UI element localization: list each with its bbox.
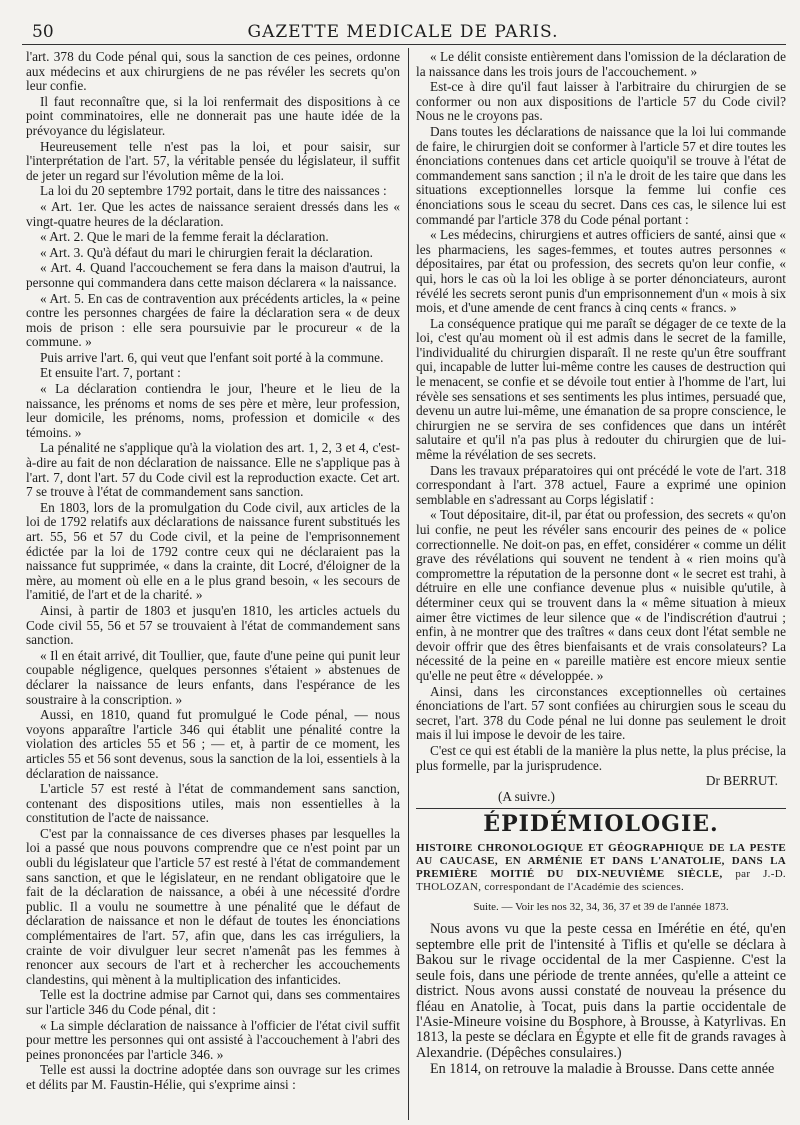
paragraph: Dans les travaux préparatoires qui ont précédé le vote de l'art. 318 correspondant à l'art. 378 actuel, Faure a exprimé une opinion semblable en s'adressant au Corps législatif :	[416, 462, 786, 507]
header-rule	[22, 44, 786, 45]
page-number: 50	[32, 22, 54, 42]
quote-paragraph: « Le délit consiste entièrement dans l'omission de la déclaration de la naissance dans les trois jours de l'accouchement. »	[416, 50, 786, 79]
article-author: par J.-D. THOLOZAN, correspondant de l'Académie des sciences.	[416, 867, 786, 893]
paragraph: Telle est aussi la doctrine adoptée dans son ouvrage sur les crimes et délits par M. Faustin-Hélie, qui s'exprime ainsi :	[26, 1062, 400, 1092]
paragraph: Telle est la doctrine admise par Carnot qui, dans ses commentaires sur l'article 346 du Code pénal, dit :	[26, 987, 400, 1017]
continuation-note: Suite. — Voir les nos 32, 34, 36, 37 et 39 de l'année 1873.	[473, 900, 729, 913]
section-divider	[416, 808, 786, 809]
left-column	[26, 50, 400, 1120]
article-title: HISTOIRE CHRONOLOGIQUE ET GÉOGRAPHIQUE DE LA PESTE AU CAUCASE, EN ARMÉNIE ET DANS L'ANATOLIE, DANS LA PREMIÈRE MOITIÉ DU DIX-NEUVIÈME SIÈCLE,	[416, 841, 786, 880]
paragraph: C'est par la connaissance de ces diverses phases par lesquelles la loi a passé que nous pouvons comprendre que ce n'est point par un oubli du législateur que l'article 57 est resté à l'état de commandement sans sanction, et que le législateur, en ne rendant obligatoire que le fait de la déclaration de naissance, a obéi à une nécessité d'ordre public. Il a voulu ne soumettre à une pénalité que le défaut de déclaration de naissance et non le défaut de toutes les énonciations complémentaires de l'art. 57, afin que, dans les cas irréguliers, la crainte de voir divulguer leur secret n'amenât pas les femmes à renoncer aux secours de l'art et à rechercher les accouchements clandestins, qui mènent à la multiplication des infanticides.	[26, 825, 400, 987]
paragraph: Aussi, en 1810, quand fut promulgué le Code pénal, — nous voyons apparaître l'article 346 qui établit une pénalité contre la violation des articles 55 et 56 ; — et, à partir de ce moment, les articles 55 et 56 sont devenus, sous la sanction de la loi, essentiels à la déclaration de naissance.	[26, 707, 400, 781]
quote-paragraph: « Art. 5. En cas de contravention aux précédents articles, la « peine contre les personnes chargées de faire la déclaration sera « de deux mois de prison : elle sera poursuivie par le procureur « de la commune. »	[26, 290, 400, 350]
paragraph: En 1814, on retrouve la maladie à Brousse. Dans cette année	[430, 1061, 775, 1078]
quote-paragraph: « Il en était arrivé, dit Toullier, que, faute d'une peine qui punit leur coupable négligence, quelques personnes s'étaient » abstenues de déclarer la naissance de leurs enfants, dans l'espérance de les soustraire à la conscription. »	[26, 647, 400, 707]
paragraph: Puis arrive l'art. 6, qui veut que l'enfant soit porté à la commune.	[40, 349, 384, 365]
paragraph: En 1803, lors de la promulgation du Code civil, aux articles de la loi de 1792 relatifs aux déclarations de naissance furent substitués les art. 55, 56 et 57 du Code civil, et la peine de l'emprisonnement édictée par la loi de 1792 contre ceux qui ne déclaraient pas la naissance fut supprimée, « dans la crainte, dit Locré, d'éloigner de la mère, au moment où elle en a le plus grand besoin, « les secours de l'amitié, de l'art et de la charité. »	[26, 499, 400, 603]
paragraph: l'art. 378 du Code pénal qui, sous la sanction de ces peines, ordonne aux médecins et aux chirurgiens de ne pas révéler les secrets qu'on leur confie.	[26, 50, 400, 94]
paragraph: La conséquence pratique qui me paraît se dégager de ce texte de la loi, c'est qu'au moment où il est admis dans le secret de la famille, l'individualité du chirurgien disparaît. Il ne reste qu'un être souffrant qui, incapable de lutter lui-même contre les causes de destruction qui le menacent, se confie et se dévoile tout entier à l'homme de l'art, lui révèle ses sensations et ses sentiments les plus intimes, persuadé que, devenu un autre lui-même, une émanation de sa propre conscience, le chirurgien ne se servira de ses confidences que dans un intérêt salutaire et qu'il n'a pas plus à redouter du chirurgien que de lui-même la révélation de ses secrets.	[416, 315, 786, 463]
author-signature: Dr BERRUT.	[705, 773, 778, 789]
paragraph: Dans toutes les déclarations de naissance que la loi lui commande de faire, le chirurgien doit se conformer à l'article 57 et dire toutes les énonciations contenues dans cet article quoiqu'il se trouve à l'état de commandement sans sanction ; il n'a le droit de les taire que dans les situations exceptionnelles lorsque la femme lui confie ces énonciations sous le sceau du secret. Dans ces cas, le silence lui est commandé par l'article 378 du Code pénal portant :	[416, 123, 786, 227]
section-title: ÉPIDÉMIOLOGIE.	[483, 811, 719, 838]
paragraph: Ainsi, à partir de 1803 et jusqu'en 1810, les articles actuels du Code civil 55, 56 et 57 se trouvaient à l'état de commandement sans sanction.	[26, 602, 400, 648]
paragraph: Heureusement telle n'est pas la loi, et pour saisir, sur l'interprétation de l'art. 57, la véritable pensée du législateur, il suffit de jeter un regard sur l'évolution même de la loi.	[26, 138, 400, 183]
quote-paragraph: « Art. 4. Quand l'accouchement se fera dans la maison d'autrui, la personne qui commandera dans cette maison déclarera « la naissance.	[26, 260, 400, 290]
paragraph: La pénalité ne s'applique qu'à la violation des art. 1, 2, 3 et 4, c'est-à-dire au fait de non déclaration de naissance. Elle ne s'applique pas à l'art. 7, dont l'art. 57 du Code civil est la reproduction exacte. Cet art. 7 se trouve à l'état de commandement sans sanction.	[26, 440, 400, 500]
quote-paragraph: « La simple déclaration de naissance à l'officier de l'état civil suffit pour mettre les personnes qui ont assisté à l'accouchement à l'abri des peines prononcées par l'article 346. »	[26, 1017, 400, 1062]
page-header	[18, 6, 788, 44]
paragraph: L'article 57 est resté à l'état de commandement sans sanction, contenant des dispositions utiles, mais non essentielles à la constitution de l'acte de naissance.	[26, 781, 400, 826]
paragraph: Ainsi, dans les circonstances exceptionnelles où certaines énonciations de l'art. 57 sont confiées au chirurgien sous le sceau du secret, l'art. 378 du Code pénal ne lui donne pas seulement le droit mais il lui impose le devoir de les taire.	[416, 683, 786, 743]
paragraph: Est-ce à dire qu'il faut laisser à l'arbitraire du chirurgien de se conformer ou non aux dispositions de l'article 57 du Code civil? Nous ne le croyons pas.	[416, 79, 786, 124]
article-heading	[416, 842, 786, 894]
paragraph: Il faut reconnaître que, si la loi renfermait des dispositions à ce point comminatoires, elle ne donnerait pas une haute idée de la prévoyance du législateur.	[26, 93, 400, 138]
quote-paragraph: « Art. 1er. Que les actes de naissance seraient dressés dans les « vingt-quatre heures de la déclaration.	[26, 198, 400, 229]
right-column	[416, 50, 786, 1120]
quote-paragraph: « Les médecins, chirurgiens et autres officiers de santé, ainsi que « les pharmaciens, les sages-femmes, et toutes autres personnes « dépositaires, par état ou profession, des secrets qu'on leur confie, « qui, hors le cas où la loi les oblige à se porter dénonciateurs, auront révélé les secrets seront punis d'un emprisonnement d'un « mois à six mois, et d'une amende de cent francs à cinq cents « francs. »	[416, 227, 786, 316]
running-title: GAZETTE MEDICALE DE PARIS.	[247, 22, 559, 42]
column-divider	[408, 48, 409, 1120]
paragraph: La loi du 20 septembre 1792 portait, dans le titre des naissances :	[40, 183, 387, 199]
paragraph: C'est ce qui est établi de la manière la plus nette, la plus précise, la plus formelle, par la jurisprudence.	[416, 742, 786, 773]
quote-paragraph: « Art. 2. Que le mari de la femme ferait la déclaration.	[40, 229, 329, 245]
paragraph: Nous avons vu que la peste cessa en Imérétie en été, qu'en septembre elle prit de l'intensité à Tiflis et qu'elle se déclara à Bakou sur le rivage occidental de la mer Caspienne. C'est la seule fois, dans une période de trente années, qu'elle a atteint ce district. Nous avons aussi constaté de nouveau la présence du fléau en Anatolie, à Tocat, puis dans la partie occidentale de l'Asie-Mineure voisine du Bosphore, à Brousse, à Katyrlivas. En 1813, la peste se déclara en Égypte et elle fit de grands ravages à Alexandrie. (Dépêches consulaires.)	[416, 921, 786, 1061]
to-be-continued: (A suivre.)	[498, 788, 555, 804]
quote-paragraph: « Art. 3. Qu'à défaut du mari le chirurgien ferait la déclaration.	[40, 244, 373, 260]
quote-paragraph: « La déclaration contiendra le jour, l'heure et le lieu de la naissance, les prénoms et noms de ses père et mère, leur profession, leur domicile, les prénoms, noms, profession et domicile « des témoins. »	[26, 381, 400, 440]
quote-paragraph: « Tout dépositaire, dit-il, par état ou profession, des secrets « qu'on lui confie, ne peut les révéler sans encourir des peines de « police correctionnelle. Ne doit-on pas, en effet, considérer « comme un délit grave des révélations qui souvent ne tendent à « rien moins qu'à compromettre la réputation de la personne dont « le secret est trahi, à détruire en elle une confiance devenue plus « nuisible qu'utile, à déterminer ceux qui se trouvent dans la « même situation à mieux aimer être victimes de leur silence que « de l'indiscrétion d'autrui ; enfin, à ne montrer que des traîtres « dans ceux dont l'état semble ne devoir offrir que des êtres bienfaisants et de vrais consolateurs? La nécessité de la peine en « pareille matière est encore mieux sentie qu'elle ne peut être « développée. »	[416, 507, 786, 683]
paragraph: Et ensuite l'art. 7, portant :	[40, 365, 181, 381]
